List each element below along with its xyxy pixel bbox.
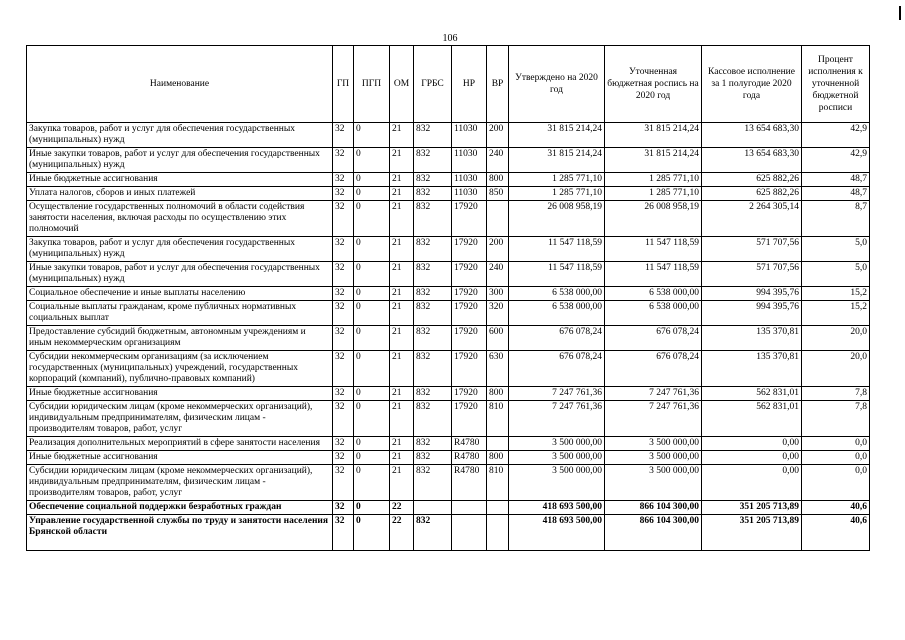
cell-grbs: 832 [414,451,452,465]
cell-om: 21 [390,287,414,301]
cell-percent: 5,0 [802,262,870,287]
cell-vr [487,201,509,237]
cell-name: Осуществление государственных полномочий в области содействия занятости населения, включая расходы по осуществлению этих полномочий [27,201,333,237]
cell-cash: 0,00 [702,465,802,501]
table-row [27,351,870,387]
header-approved: Утверждено на 2020 год [509,46,605,123]
cell-approved: 418 693 500,00 [509,515,605,551]
cell-percent: 0,0 [802,437,870,451]
cell-om: 21 [390,262,414,287]
cell-name: Иные закупки товаров, работ и услуг для обеспечения государственных (муниципальных) нужд [27,148,333,173]
cell-nr: 11030 [452,123,487,148]
cell-approved: 3 500 000,00 [509,437,605,451]
cell-percent: 40,6 [802,515,870,551]
page-edge-mark [899,6,901,20]
cell-grbs: 832 [414,465,452,501]
cell-cash: 13 654 683,30 [702,123,802,148]
cell-refined: 26 008 958,19 [605,201,702,237]
cell-refined: 676 078,24 [605,351,702,387]
cell-pgp: 0 [354,123,390,148]
cell-om: 21 [390,465,414,501]
cell-percent: 15,2 [802,287,870,301]
cell-cash: 994 395,76 [702,287,802,301]
table-row [27,237,870,262]
cell-grbs: 832 [414,351,452,387]
table-row [27,387,870,401]
cell-pgp: 0 [354,237,390,262]
cell-name: Управление государственной службы по труду и занятости населения Брянской области [27,515,333,551]
cell-approved: 26 008 958,19 [509,201,605,237]
table-row [27,287,870,301]
cell-nr: 17920 [452,301,487,326]
cell-name: Иные бюджетные ассигнования [27,173,333,187]
cell-vr: 240 [487,148,509,173]
cell-refined: 866 104 300,00 [605,501,702,515]
cell-om: 21 [390,401,414,437]
cell-nr: 11030 [452,173,487,187]
cell-name: Обеспечение социальной поддержки безработных граждан [27,501,333,515]
cell-cash: 0,00 [702,451,802,465]
cell-percent: 42,9 [802,148,870,173]
cell-vr [487,515,509,551]
cell-percent: 48,7 [802,173,870,187]
cell-refined: 6 538 000,00 [605,301,702,326]
cell-name: Уплата налогов, сборов и иных платежей [27,187,333,201]
cell-name: Закупка товаров, работ и услуг для обеспечения государственных (муниципальных) нужд [27,123,333,148]
cell-refined: 7 247 761,36 [605,387,702,401]
cell-percent: 7,8 [802,401,870,437]
cell-om: 21 [390,387,414,401]
cell-nr: 17920 [452,351,487,387]
cell-pgp: 0 [354,301,390,326]
cell-pgp: 0 [354,501,390,515]
cell-pgp: 0 [354,148,390,173]
cell-pgp: 0 [354,465,390,501]
cell-refined: 11 547 118,59 [605,237,702,262]
cell-gp: 32 [333,148,354,173]
cell-grbs: 832 [414,237,452,262]
table-row [27,301,870,326]
cell-cash: 562 831,01 [702,387,802,401]
cell-gp: 32 [333,515,354,551]
cell-name: Социальные выплаты гражданам, кроме публичных нормативных социальных выплат [27,301,333,326]
cell-percent: 42,9 [802,123,870,148]
cell-gp: 32 [333,465,354,501]
cell-om: 21 [390,187,414,201]
cell-cash: 625 882,26 [702,173,802,187]
table-row [27,123,870,148]
cell-om: 21 [390,451,414,465]
table-row [27,173,870,187]
cell-grbs: 832 [414,262,452,287]
page-number: 106 [442,33,458,44]
cell-om: 21 [390,437,414,451]
cell-grbs: 832 [414,287,452,301]
cell-nr: 17920 [452,326,487,351]
cell-gp: 32 [333,201,354,237]
cell-percent: 48,7 [802,187,870,201]
cell-percent: 8,7 [802,201,870,237]
cell-percent: 20,0 [802,351,870,387]
cell-cash: 2 264 305,14 [702,201,802,237]
cell-vr: 320 [487,301,509,326]
cell-vr: 810 [487,465,509,501]
table-body [27,123,870,551]
header-cash: Кассовое исполнение за 1 полугодие 2020 года [702,46,802,123]
header-pgp: ПГП [354,46,390,123]
cell-vr: 800 [487,173,509,187]
cell-om: 21 [390,201,414,237]
cell-om: 22 [390,515,414,551]
cell-approved: 7 247 761,36 [509,387,605,401]
cell-nr: 17920 [452,201,487,237]
cell-name: Иные бюджетные ассигнования [27,451,333,465]
cell-cash: 625 882,26 [702,187,802,201]
cell-name: Субсидии некоммерческим организациям (за исключением государственных (муниципальных) учреждений, государственных корпораций (компаний), публично-правовых компаний) [27,351,333,387]
cell-pgp: 0 [354,173,390,187]
cell-om: 22 [390,501,414,515]
cell-grbs: 832 [414,515,452,551]
cell-vr: 200 [487,123,509,148]
cell-name: Иные закупки товаров, работ и услуг для обеспечения государственных (муниципальных) нужд [27,262,333,287]
cell-refined: 3 500 000,00 [605,465,702,501]
cell-name: Субсидии юридическим лицам (кроме некоммерческих организаций), индивидуальным предпринимателям, физическим лицам - производителям товаров, работ, услуг [27,465,333,501]
table-row [27,201,870,237]
cell-grbs: 832 [414,387,452,401]
cell-nr: R4780 [452,465,487,501]
table-row [27,465,870,501]
cell-om: 21 [390,351,414,387]
cell-grbs: 832 [414,437,452,451]
cell-om: 21 [390,237,414,262]
table-row [27,515,870,551]
cell-vr [487,437,509,451]
cell-grbs: 832 [414,326,452,351]
cell-refined: 676 078,24 [605,326,702,351]
cell-nr: 17920 [452,401,487,437]
cell-vr: 630 [487,351,509,387]
cell-gp: 32 [333,326,354,351]
cell-approved: 676 078,24 [509,326,605,351]
cell-refined: 31 815 214,24 [605,148,702,173]
cell-gp: 32 [333,351,354,387]
cell-gp: 32 [333,501,354,515]
table-row [27,451,870,465]
cell-gp: 32 [333,123,354,148]
cell-om: 21 [390,326,414,351]
cell-percent: 5,0 [802,237,870,262]
cell-gp: 32 [333,187,354,201]
cell-approved: 1 285 771,10 [509,187,605,201]
cell-nr: R4780 [452,451,487,465]
cell-om: 21 [390,173,414,187]
cell-grbs: 832 [414,201,452,237]
cell-cash: 351 205 713,89 [702,515,802,551]
cell-refined: 1 285 771,10 [605,187,702,201]
cell-cash: 994 395,76 [702,301,802,326]
cell-cash: 0,00 [702,437,802,451]
cell-approved: 6 538 000,00 [509,287,605,301]
cell-gp: 32 [333,237,354,262]
header-refined: Уточненная бюджетная роспись на 2020 год [605,46,702,123]
cell-gp: 32 [333,401,354,437]
cell-vr: 850 [487,187,509,201]
cell-approved: 11 547 118,59 [509,237,605,262]
cell-vr: 800 [487,451,509,465]
cell-refined: 6 538 000,00 [605,287,702,301]
cell-name: Субсидии юридическим лицам (кроме некоммерческих организаций), индивидуальным предпринимателям, физическим лицам - производителям товаров, работ, услуг [27,401,333,437]
cell-pgp: 0 [354,201,390,237]
header-gp: ГП [333,46,354,123]
cell-percent: 15,2 [802,301,870,326]
table-row [27,326,870,351]
header-nr: НР [452,46,487,123]
header-grbs: ГРБС [414,46,452,123]
cell-cash: 571 707,56 [702,262,802,287]
cell-refined: 7 247 761,36 [605,401,702,437]
cell-grbs: 832 [414,148,452,173]
cell-approved: 31 815 214,24 [509,123,605,148]
cell-gp: 32 [333,387,354,401]
cell-name: Предоставление субсидий бюджетным, автономным учреждениям и иным некоммерческим организациям [27,326,333,351]
header-vr: ВР [487,46,509,123]
cell-gp: 32 [333,437,354,451]
cell-grbs: 832 [414,173,452,187]
cell-pgp: 0 [354,351,390,387]
cell-om: 21 [390,301,414,326]
cell-gp: 32 [333,287,354,301]
cell-refined: 11 547 118,59 [605,262,702,287]
cell-pgp: 0 [354,437,390,451]
cell-cash: 135 370,81 [702,351,802,387]
cell-refined: 3 500 000,00 [605,437,702,451]
header-om: ОМ [390,46,414,123]
cell-approved: 1 285 771,10 [509,173,605,187]
cell-pgp: 0 [354,387,390,401]
cell-grbs [414,501,452,515]
cell-vr: 300 [487,287,509,301]
cell-grbs: 832 [414,301,452,326]
cell-cash: 135 370,81 [702,326,802,351]
cell-approved: 3 500 000,00 [509,451,605,465]
cell-gp: 32 [333,301,354,326]
table-row [27,437,870,451]
cell-approved: 11 547 118,59 [509,262,605,287]
cell-approved: 6 538 000,00 [509,301,605,326]
cell-nr: 11030 [452,187,487,201]
cell-name: Иные бюджетные ассигнования [27,387,333,401]
table-row [27,401,870,437]
cell-name: Социальное обеспечение и иные выплаты населению [27,287,333,301]
cell-approved: 3 500 000,00 [509,465,605,501]
cell-nr: 17920 [452,387,487,401]
cell-grbs: 832 [414,123,452,148]
cell-pgp: 0 [354,515,390,551]
header-name: Наименование [27,46,333,123]
cell-pgp: 0 [354,451,390,465]
cell-percent: 7,8 [802,387,870,401]
cell-nr [452,515,487,551]
cell-approved: 7 247 761,36 [509,401,605,437]
cell-approved: 676 078,24 [509,351,605,387]
cell-refined: 1 285 771,10 [605,173,702,187]
cell-refined: 3 500 000,00 [605,451,702,465]
cell-grbs: 832 [414,187,452,201]
cell-gp: 32 [333,262,354,287]
cell-percent: 0,0 [802,451,870,465]
cell-percent: 20,0 [802,326,870,351]
cell-percent: 0,0 [802,465,870,501]
cell-vr: 240 [487,262,509,287]
cell-refined: 866 104 300,00 [605,515,702,551]
cell-cash: 13 654 683,30 [702,148,802,173]
cell-om: 21 [390,123,414,148]
cell-pgp: 0 [354,287,390,301]
table-header-row [27,46,870,123]
cell-nr [452,501,487,515]
cell-nr: 11030 [452,148,487,173]
table-row [27,187,870,201]
cell-vr [487,501,509,515]
cell-gp: 32 [333,451,354,465]
cell-nr: 17920 [452,237,487,262]
cell-percent: 40,6 [802,501,870,515]
cell-cash: 562 831,01 [702,401,802,437]
cell-nr: 17920 [452,262,487,287]
cell-pgp: 0 [354,401,390,437]
cell-nr: 17920 [452,287,487,301]
cell-om: 21 [390,148,414,173]
table-row [27,148,870,173]
table-row [27,262,870,287]
cell-vr: 810 [487,401,509,437]
cell-approved: 31 815 214,24 [509,148,605,173]
budget-execution-table [26,45,870,551]
cell-refined: 31 815 214,24 [605,123,702,148]
table-row [27,501,870,515]
cell-vr: 600 [487,326,509,351]
cell-cash: 351 205 713,89 [702,501,802,515]
cell-pgp: 0 [354,326,390,351]
cell-name: Реализация дополнительных мероприятий в сфере занятости населения [27,437,333,451]
cell-vr: 800 [487,387,509,401]
header-percent: Процент исполнения к уточненной бюджетной росписи [802,46,870,123]
cell-approved: 418 693 500,00 [509,501,605,515]
cell-grbs: 832 [414,401,452,437]
cell-nr: R4780 [452,437,487,451]
cell-cash: 571 707,56 [702,237,802,262]
cell-vr: 200 [487,237,509,262]
cell-pgp: 0 [354,187,390,201]
cell-gp: 32 [333,173,354,187]
cell-name: Закупка товаров, работ и услуг для обеспечения государственных (муниципальных) нужд [27,237,333,262]
cell-pgp: 0 [354,262,390,287]
